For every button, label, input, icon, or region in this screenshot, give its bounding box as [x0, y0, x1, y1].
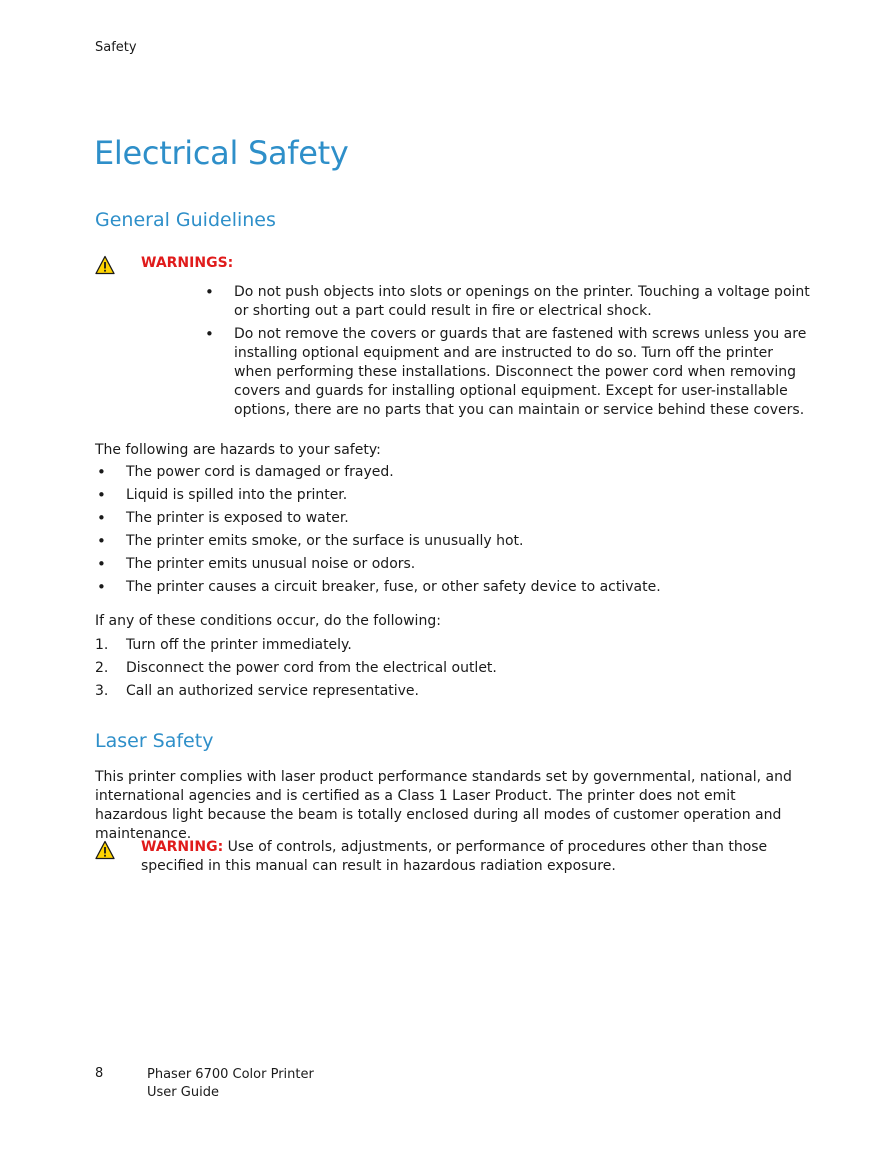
running-header: Safety	[95, 40, 137, 55]
laser-paragraph: This printer complies with laser product performance standards set by governmental, national, and international agencies and is certified as a Class 1 Laser Product. The printer does not emit hazardous light because the beam is totally enclosed during all modes of customer operation and maintenance.	[95, 769, 792, 842]
hazard-item: • The printer emits smoke, or the surface is unusually hot.	[95, 532, 815, 551]
footer-product: Phaser 6700 Color Printer	[147, 1067, 314, 1082]
hazard-item: • The printer is exposed to water.	[95, 509, 815, 528]
step-item	[95, 682, 815, 701]
step-text: Call an authorized service representative.	[126, 683, 419, 699]
section-heading-laser-safety: Laser Safety	[95, 730, 214, 752]
step-number: 2.	[95, 660, 109, 676]
hazards-list	[95, 463, 815, 601]
step-item	[95, 659, 815, 678]
warning-triangle-icon	[95, 840, 115, 860]
step-text: Turn off the printer immediately.	[126, 637, 352, 653]
laser-warning-text: Use of controls, adjustments, or performance of procedures other than those specified in this manual can result in hazardous radiation exposure.	[141, 839, 768, 874]
hazard-item: • Liquid is spilled into the printer.	[95, 486, 815, 505]
warning-list	[203, 283, 813, 424]
warnings-label: WARNINGS:	[141, 255, 234, 271]
hazards-intro: The following are hazards to your safety:	[95, 442, 381, 458]
page-title: Electrical Safety	[94, 134, 349, 172]
warning-label: WARNING:	[141, 839, 224, 855]
step-text: Disconnect the power cord from the electrical outlet.	[126, 660, 497, 676]
section-heading-general-guidelines: General Guidelines	[95, 209, 276, 231]
hazard-item: • The printer emits unusual noise or odors.	[95, 555, 815, 574]
step-number: 1.	[95, 637, 109, 653]
footer-doc-title	[147, 1066, 314, 1102]
steps-list	[95, 636, 815, 705]
footer-doc: User Guide	[147, 1085, 219, 1100]
step-number: 3.	[95, 683, 109, 699]
hazard-item: • The power cord is damaged or frayed.	[95, 463, 815, 482]
warning-item: • Do not push objects into slots or openings on the printer. Touching a voltage point or shorting out a part could result in fire or electrical shock.	[203, 283, 813, 321]
step-item	[95, 636, 815, 655]
laser-warning	[141, 838, 831, 876]
hazard-item: • The printer causes a circuit breaker, fuse, or other safety device to activate.	[95, 578, 815, 597]
conditions-intro: If any of these conditions occur, do the following:	[95, 613, 441, 629]
warning-triangle-icon	[95, 255, 115, 275]
page-number: 8	[95, 1066, 104, 1081]
warning-item: • Do not remove the covers or guards that are fastened with screws unless you are installing optional equipment and are instructed to do so. Turn off the printer when performing these installations. Disconnect the power cord when removing covers and guards for installing optional equipment. Except for user-installable options, there are no parts that you can maintain or service behind these covers.	[203, 325, 813, 420]
